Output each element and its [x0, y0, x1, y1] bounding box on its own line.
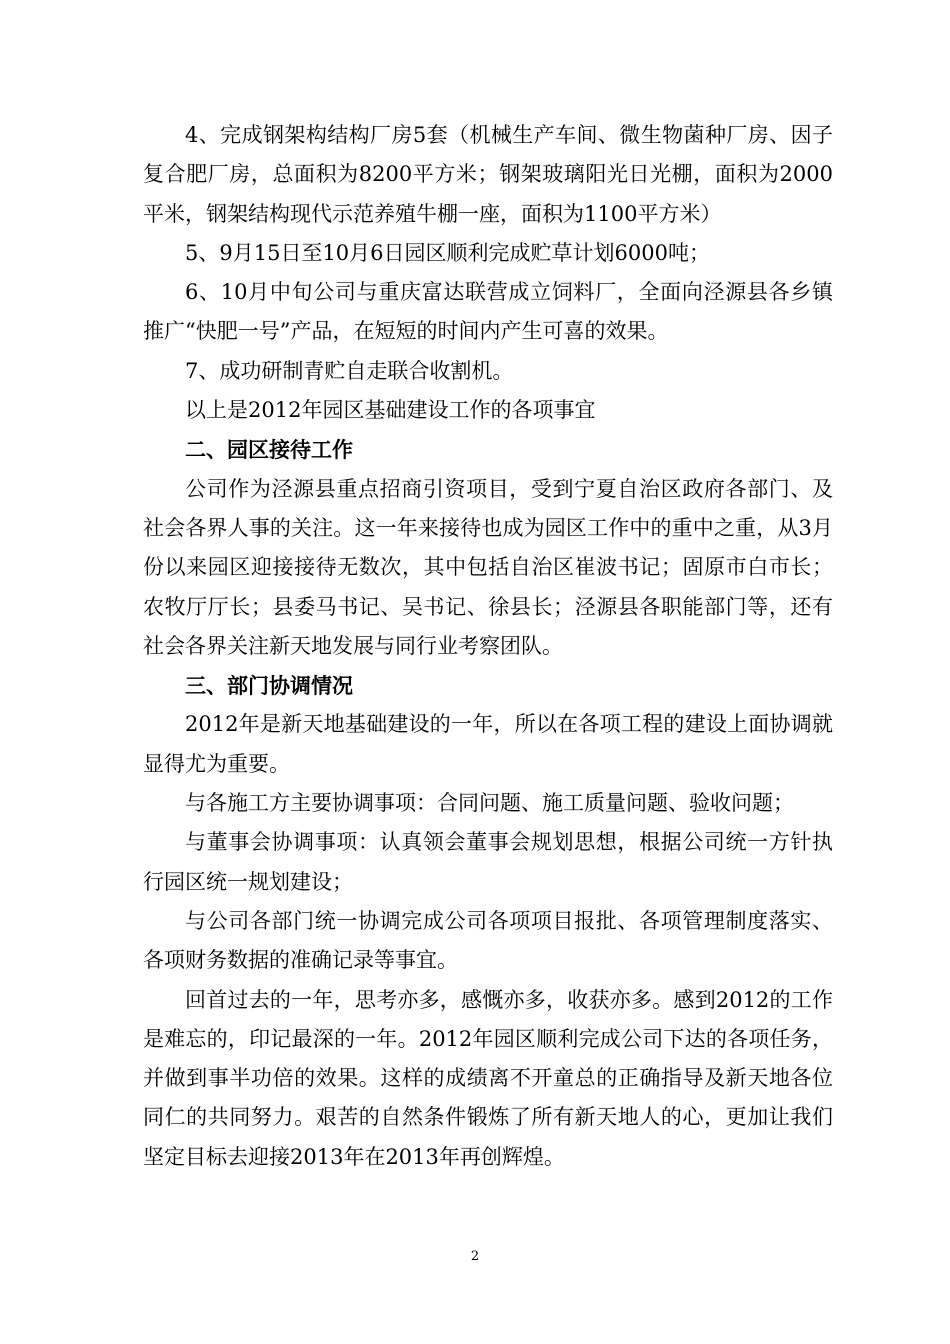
paragraph-item-6: 6、10月中旬公司与重庆富达联营成立饲料厂，全面向泾源县各乡镇推广“快肥一号”产品，在短短的时间内产生可喜的效果。: [143, 280, 833, 344]
document-body: [143, 116, 833, 1177]
coordination-contractors-paragraph: 与各施工方主要协调事项：合同问题、施工质量问题、验收问题；: [185, 791, 794, 816]
coordination-intro-paragraph: 2012年是新天地基础建设的一年，所以在各项工程的建设上面协调就显得尤为重要。: [143, 712, 833, 776]
coordination-board-paragraph: 与董事会协调事项：认真领会董事会规划思想，根据公司统一方针执行园区统一规划建设；: [143, 830, 833, 894]
section-heading-reception: 二、园区接待工作: [185, 437, 353, 463]
section-heading-coordination: 三、部门协调情况: [185, 673, 353, 699]
reception-paragraph: 公司作为泾源县重点招商引资项目，受到宁夏自治区政府各部门、及社会各界人事的关注。这一年来接待也成为园区工作中的重中之重，从3月份以来园区迎接接待无数次，其中包括自治区崔波书记；固原市白市长；农牧厅厅长；县委马书记、吴书记、徐县长；泾源县各职能部门等，还有社会各界关注新天地发展与同行业考察团队。: [143, 476, 833, 658]
paragraph-item-7: 7、成功研制青贮自走联合收割机。: [185, 358, 514, 383]
paragraph-item-5: 5、9月15日至10月6日园区顺利完成贮草计划6000吨；: [185, 240, 710, 265]
closing-paragraph: 回首过去的一年，思考亦多，感慨亦多，收获亦多。感到2012的工作是难忘的，印记最深的一年。2012年园区顺利完成公司下达的各项任务，并做到事半功倍的效果。这样的成绩离不开童总的正确指导及新天地各位同仁的共同努力。艰苦的自然条件锻炼了所有新天地人的心，更加让我们坚定目标去迎接2013年在2013年再创辉煌。: [143, 987, 833, 1169]
page-number: 2: [470, 1249, 480, 1264]
coordination-departments-paragraph: 与公司各部门统一协调完成公司各项项目报批、各项管理制度落实、各项财务数据的准确记录等事宜。: [143, 908, 833, 973]
summary-paragraph: 以上是2012年园区基础建设工作的各项事宜: [185, 398, 596, 423]
paragraph-item-4: 4、完成钢架构结构厂房5套（机械生产车间、微生物菌种厂房、因子复合肥厂房，总面积为8200平方米；钢架玻璃阳光日光棚，面积为2000平米，钢架结构现代示范养殖牛棚一座，面积为1100平方米）: [143, 123, 833, 226]
